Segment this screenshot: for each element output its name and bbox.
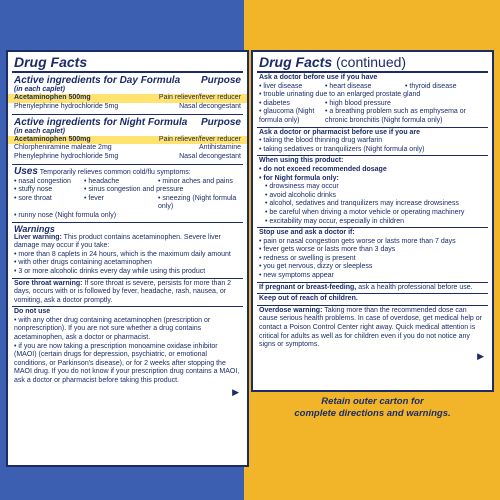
warnings-heading: Warnings bbox=[14, 223, 55, 234]
sore-throat-section bbox=[8, 279, 247, 307]
ask-pharmacist-bullet: • taking sedatives or tranquilizers (Night formula only) bbox=[259, 146, 486, 155]
use-item: • sore throat bbox=[14, 195, 82, 212]
footnote-line: complete directions and warnings. bbox=[294, 408, 451, 419]
ask-item: • thyroid disease bbox=[405, 83, 486, 92]
stop-use-heading: Stop use and ask a doctor if: bbox=[259, 229, 355, 237]
ingredient-row bbox=[8, 136, 247, 145]
stop-use-bullet: • pain or nasal congestion gets worse or lasts more than 7 days bbox=[259, 238, 486, 247]
ask-doctor-section bbox=[253, 73, 492, 127]
use-item: • headache bbox=[84, 178, 156, 187]
when-using-section bbox=[253, 156, 492, 227]
do-not-use-heading: Do not use bbox=[14, 308, 51, 316]
ingredient-name: Chlorpheniramine maleate 2mg bbox=[14, 144, 112, 152]
night-sub-item: • be careful when driving a motor vehicle or operating machinery bbox=[265, 209, 486, 218]
carton-bottom-blue bbox=[0, 468, 244, 500]
when-using-heading: When using this product: bbox=[259, 157, 344, 165]
overdose-text: Taking more than the recommended dose can cause serious health problems. In case of overdose, get medical help or contact a Poison Control Center right away. Quick medical attention is critical for adults as well as for children even if you do not notice any signs or symptoms. bbox=[259, 306, 482, 349]
do-not-use-bullet: • if you are now taking a prescription monoamine oxidase inhibitor (MAOI) (certain drugs for depression, psychiatric, or emotional conditions, or Parkinson's disease), or for 2 weeks after stopping the MAOI drug. If you do not know if your prescription drug contains a MAOI, ask a doctor or pharmacist before taking this product. bbox=[14, 343, 241, 386]
liver-warning-label: Liver warning: bbox=[14, 233, 62, 241]
ingredient-name: Acetaminophen 500mg bbox=[14, 94, 91, 101]
ask-pharmacist-bullet: • taking the blood thinning drug warfarin bbox=[259, 137, 486, 146]
liver-warning-text: This product contains acetaminophen. Severe liver damage may occur if you take: bbox=[14, 233, 221, 250]
night-sub-item: • alcohol, sedatives and tranquilizers may increase drowsiness bbox=[265, 200, 486, 209]
carton-top-gold bbox=[244, 0, 500, 47]
night-sub: (in each caplet) bbox=[14, 127, 65, 135]
stop-use-section bbox=[253, 228, 492, 282]
night-heading: Active ingredients for Night Formula bbox=[14, 116, 188, 128]
ask-item: • heart disease bbox=[325, 83, 403, 92]
panel-title bbox=[253, 52, 492, 71]
ask-item: • glaucoma (Night formula only) bbox=[259, 108, 323, 125]
continue-arrow-icon: ▶ bbox=[477, 350, 484, 361]
keep-out-text: Keep out of reach of children. bbox=[259, 295, 358, 303]
ingredient-row bbox=[8, 94, 247, 103]
ask-row bbox=[259, 83, 486, 92]
keep-out-section bbox=[253, 294, 492, 305]
drug-facts-panel-left bbox=[6, 50, 249, 467]
sore-throat-label: Sore throat warning: bbox=[14, 279, 83, 287]
pregnancy-section bbox=[253, 283, 492, 294]
uses-heading: Uses bbox=[14, 165, 38, 177]
stop-use-bullet: • redness or swelling is present bbox=[259, 255, 486, 264]
night-sub-item: • drowsiness may occur bbox=[265, 183, 486, 192]
use-item: • sinus congestion and pressure bbox=[84, 186, 241, 195]
ask-item: • liver disease bbox=[259, 83, 323, 92]
carton-footnote bbox=[251, 396, 494, 420]
night-purpose-heading: Purpose bbox=[200, 116, 241, 128]
uses-grid bbox=[14, 178, 241, 212]
ask-item: • high blood pressure bbox=[325, 100, 486, 109]
pregnancy-label: If pregnant or breast-feeding, bbox=[259, 283, 357, 291]
drug-facts-panel-right bbox=[251, 50, 494, 392]
uses-section bbox=[8, 165, 247, 222]
panel-title-continued: (continued) bbox=[336, 54, 407, 70]
ingredient-name: Acetaminophen 500mg bbox=[14, 135, 91, 143]
stop-use-bullet: • new symptoms appear bbox=[259, 272, 486, 281]
use-item: • minor aches and pains bbox=[158, 178, 241, 187]
liver-bullet: • with other drugs containing acetaminophen bbox=[14, 259, 241, 268]
ask-item: • trouble urinating due to an enlarged prostate gland bbox=[259, 91, 486, 100]
ask-pharmacist-heading: Ask a doctor or pharmacist before use if you are bbox=[259, 128, 421, 136]
liver-bullet: • 3 or more alcoholic drinks every day while using this product bbox=[14, 268, 241, 277]
when-using-bullet: • do not exceed recommended dosage bbox=[259, 166, 486, 175]
overdose-section bbox=[253, 306, 492, 351]
ask-row bbox=[259, 108, 486, 125]
day-sub: (in each caplet) bbox=[14, 86, 65, 93]
use-item: • stuffy nose bbox=[14, 186, 82, 195]
carton-bottom-band bbox=[0, 468, 500, 500]
warnings-section bbox=[8, 223, 247, 278]
ingredient-row bbox=[8, 103, 247, 112]
carton-top-band bbox=[0, 0, 500, 47]
use-item: • sneezing (Night formula only) bbox=[158, 195, 241, 212]
ask-doctor-heading: Ask a doctor before use if you have bbox=[259, 74, 378, 81]
panel-title: Drug Facts bbox=[14, 54, 88, 70]
do-not-use-bullet: • with any other drug containing acetaminophen (prescription or nonprescription). If you are not sure whether a drug contains acetaminophen, ask a doctor or pharmacist. bbox=[14, 317, 241, 343]
footnote-line: Retain outer carton for bbox=[321, 396, 424, 407]
ingredient-name: Phenylephrine hydrochloride 5mg bbox=[14, 153, 119, 161]
ingredient-row bbox=[8, 144, 247, 153]
liver-bullet: • more than 8 caplets in 24 hours, which is the maximum daily amount bbox=[14, 251, 241, 260]
day-purpose-heading: Purpose bbox=[200, 75, 241, 86]
when-using-bullet: • for Night formula only: bbox=[259, 175, 486, 184]
ask-item: • diabetes bbox=[259, 100, 323, 109]
ingredient-purpose: Pain reliever/fever reducer bbox=[158, 94, 241, 101]
use-item: • nasal congestion bbox=[14, 178, 82, 187]
do-not-use-section bbox=[8, 307, 247, 386]
use-item: • runny nose (Night formula only) bbox=[14, 212, 241, 221]
continue-arrow-icon: ▶ bbox=[232, 386, 239, 397]
ingredient-row bbox=[8, 153, 247, 162]
day-heading-row bbox=[8, 73, 247, 86]
ask-pharmacist-section bbox=[253, 128, 492, 156]
panel-title-main: Drug Facts bbox=[259, 54, 333, 70]
overdose-label: Overdose warning: bbox=[259, 306, 323, 314]
ingredient-purpose: Pain reliever/fever reducer bbox=[158, 135, 241, 143]
day-heading: Active ingredients for Day Formula bbox=[14, 75, 181, 86]
night-heading-row bbox=[8, 115, 247, 128]
ingredient-purpose: Nasal decongestant bbox=[179, 153, 241, 161]
night-sub-item: • excitability may occur, especially in children bbox=[265, 218, 486, 227]
pregnancy-text: ask a health professional before use. bbox=[358, 283, 473, 291]
ingredient-name: Phenylephrine hydrochloride 5mg bbox=[14, 102, 119, 110]
use-item: • fever bbox=[84, 195, 156, 212]
night-sub-item: • avoid alcoholic drinks bbox=[265, 192, 486, 201]
stop-use-bullet: • you get nervous, dizzy or sleepless bbox=[259, 263, 486, 272]
sore-throat-text: If sore throat is severe, persists for more than 2 days, occurs with or is followed by fever, headache, rash, nausea, or vomiting, ask a doctor promptly. bbox=[14, 279, 232, 304]
ingredient-purpose: Antihistamine bbox=[198, 144, 241, 152]
ingredient-purpose: Nasal decongestant bbox=[179, 102, 241, 110]
carton-bottom-gold bbox=[244, 468, 500, 500]
ask-row bbox=[259, 100, 486, 109]
ask-item: • a breathing problem such as emphysema or chronic bronchitis (Night formula only) bbox=[325, 108, 486, 125]
uses-intro: Temporarily relieves common cold/flu symptoms: bbox=[39, 168, 191, 176]
stop-use-bullet: • fever gets worse or lasts more than 3 days bbox=[259, 246, 486, 255]
night-sublist bbox=[259, 183, 486, 226]
